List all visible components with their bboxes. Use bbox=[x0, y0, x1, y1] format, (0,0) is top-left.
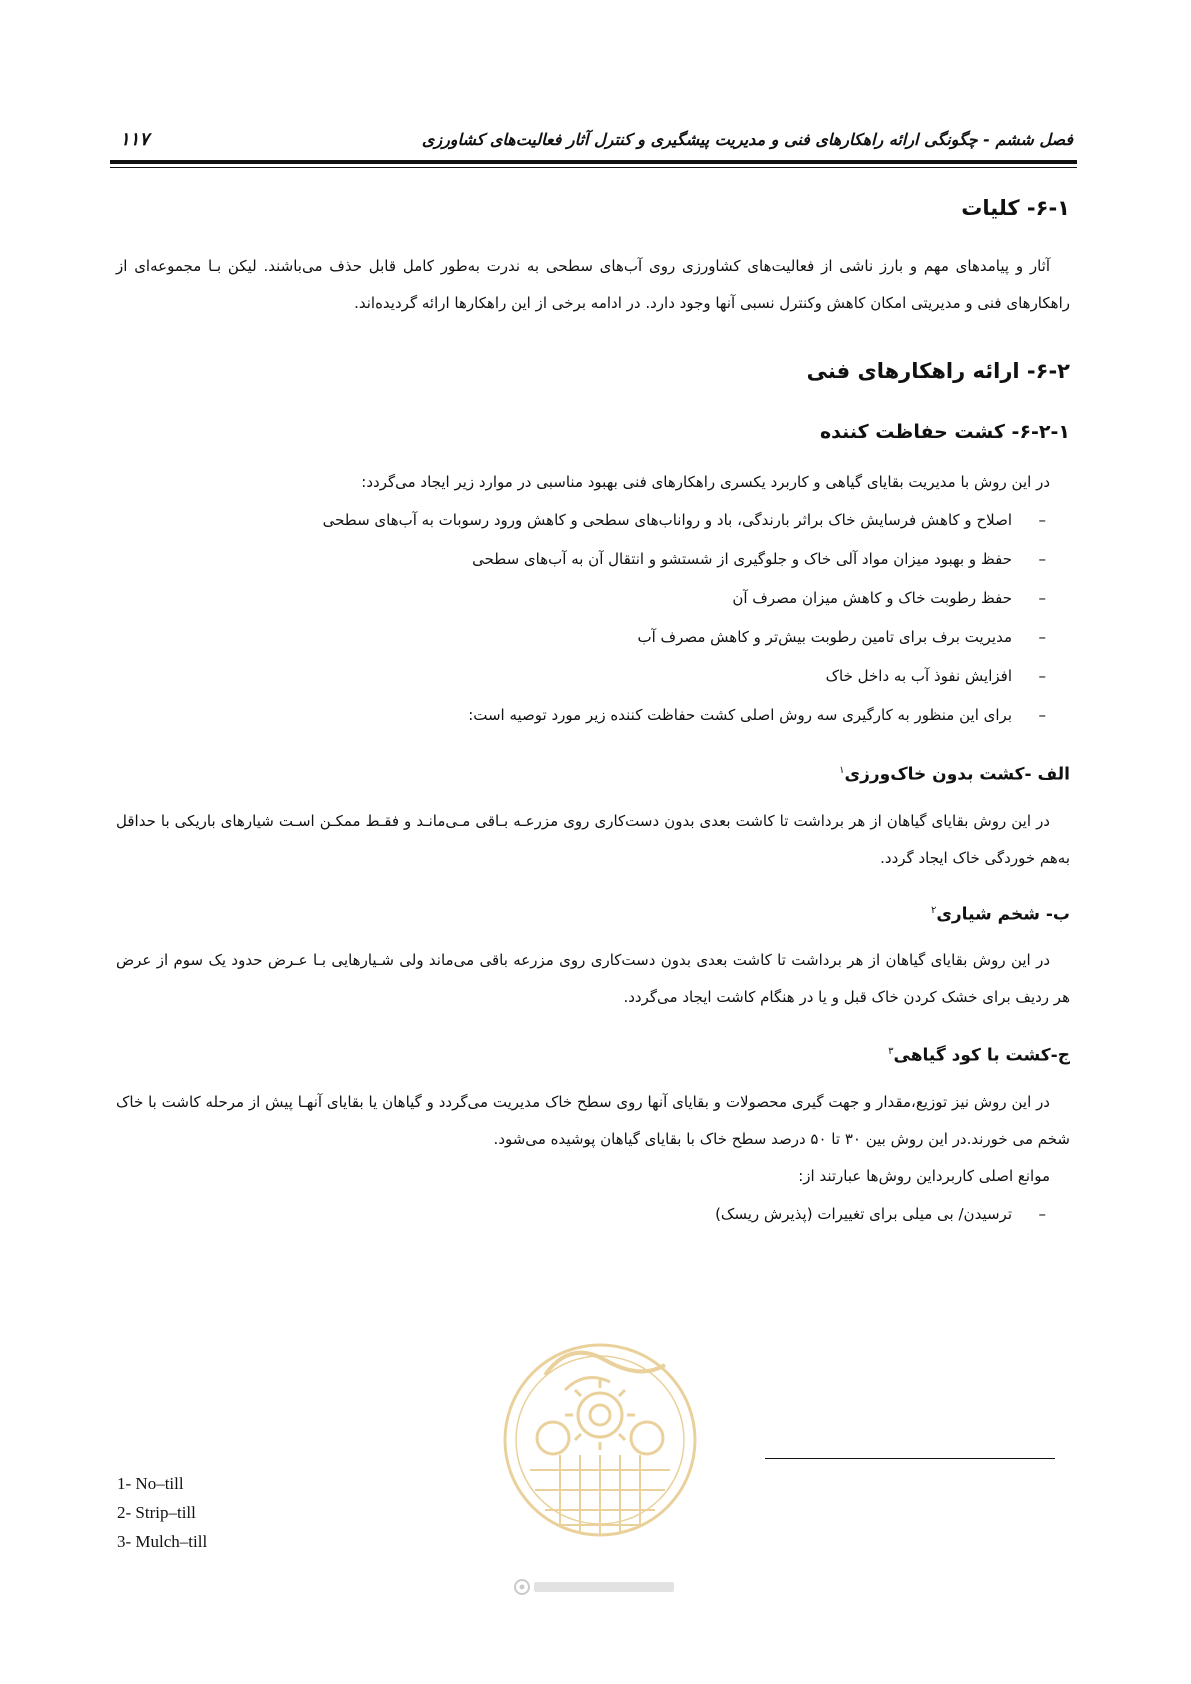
obstacles-intro: موانع اصلی کاربرداین روش‌ها عبارتند از: bbox=[798, 1166, 1050, 1185]
footnote-1: 1- No–till bbox=[117, 1474, 184, 1493]
footnote-2: 2- Strip–till bbox=[117, 1503, 196, 1522]
list-item: – حفظ و بهبود میزان مواد آلی خاک و جلوگیری از شستشو و انتقال آن به آب‌های سطحی bbox=[116, 540, 1046, 579]
section-heading-6-1: ۶-۱- کلیات bbox=[961, 196, 1070, 220]
running-header-title: فصل ششم - چگونگی ارائه راهکارهای فنی و مدیریت پیشگیری و کنترل آثار فعالیت‌های کشاورزی bbox=[421, 130, 1073, 149]
footnote-ref-2: ۲ bbox=[930, 904, 937, 916]
section-heading-6-2-1: ۶-۲-۱- کشت حفاظت کننده bbox=[819, 421, 1070, 443]
section-heading-6-2: ۶-۲- ارائه راهکارهای فنی bbox=[806, 359, 1070, 383]
footnote-separator bbox=[765, 1458, 1055, 1459]
be-paragraph: در این روش بقایای گیاهان از هر برداشت تا کاشت بعدی بدون دست‌کاری روی مزرعه باقی می‌ماند ولی شـیارهایی بـا عـرض حدود یک سوم از عرض هر ردیف برای خشک کردن خاک قبل و یا در هنگام کاشت ایجاد می‌گردد. bbox=[116, 951, 1070, 1007]
list-item: – اصلاح و کاهش فرسایش خاک براثر بارندگی، باد و رواناب‌های سطحی و کاهش ورود رسوبات به آب‌های سطحی bbox=[116, 501, 1046, 540]
subheading-be-text: ب- شخم شیاری bbox=[936, 904, 1070, 925]
subheading-be bbox=[116, 897, 1070, 929]
header-rule-thin bbox=[110, 167, 1077, 168]
page-number: ۱۱۷ bbox=[120, 129, 150, 150]
section-6-2-1-intro: در این روش با مدیریت بقایای گیاهی و کاربرد یکسری راهکارهای فنی بهبود مناسبی در موارد زیر ایجاد می‌گردد: bbox=[361, 473, 1050, 491]
alef-paragraph: در این روش بقایای گیاهان از هر برداشت تا کاشت بعدی بدون دست‌کاری روی مزرعـه بـاقی مـی‌مانـد و فقـط ممکـن اسـت شیارهای باریکی با حداقل به‌هم خوردگی خاک ایجاد گردد. bbox=[116, 811, 1070, 867]
main-content bbox=[116, 190, 1070, 1234]
list-item: – حفظ رطوبت خاک و کاهش میزان مصرف آن bbox=[116, 579, 1046, 618]
subheading-alef-text: الف -کشت بدون خاک‌ورزی bbox=[844, 764, 1070, 785]
obstacles-list bbox=[116, 1195, 1070, 1234]
watermark-seal-logo bbox=[490, 1320, 710, 1610]
footnote-3: 3- Mulch–till bbox=[117, 1532, 208, 1551]
footnote-ref-3: ۳ bbox=[888, 1046, 894, 1058]
subheading-jim bbox=[116, 1038, 1070, 1070]
benefits-list bbox=[116, 501, 1070, 735]
footnotes bbox=[117, 1469, 207, 1556]
subheading-jim-text: ج-کشت با کود گیاهی bbox=[893, 1045, 1070, 1066]
section-6-1-paragraph: آثار و پیامدهای مهم و بارز ناشی از فعالیت‌های کشاورزی روی آب‌های سطحی به ندرت به‌طور کامل قابل حذف می‌باشند. لیکن بـا مجموعه‌ای از راهکارهای فنی و مدیریتی امکان کاهش وکنترل نسبی آنها وجود دارد. در ادامه برخی از این راهکارها ارائه گردیده‌اند. bbox=[116, 257, 1070, 312]
list-item: – افزایش نفوذ آب به داخل خاک bbox=[116, 657, 1046, 696]
list-item: – ترسیدن/ بی میلی برای تغییرات (پذیرش ریسک) bbox=[116, 1195, 1046, 1234]
header-rule-thick bbox=[110, 160, 1077, 164]
footnote-ref-1: ۱ bbox=[839, 765, 845, 776]
jim-paragraph: در این روش نیز توزیع،مقدار و جهت گیری محصولات و بقایای آنها روی سطح خاک مدیریت می‌گردد و گیاهان یا بقایای آنهـا پیش از مرحله کاشت با خاک شخم می خورند.در این روش بین ۳۰ تا ۵۰ درصد سطح خاک با بقایای گیاهان پوشیده می‌شود. bbox=[116, 1092, 1070, 1148]
list-item: – برای این منظور به کارگیری سه روش اصلی کشت حفاظت کننده زیر مورد توصیه است: bbox=[116, 696, 1046, 735]
subheading-alef bbox=[116, 757, 1070, 789]
list-item: – مدیریت برف برای تامین رطوبت بیش‌تر و کاهش مصرف آب bbox=[116, 618, 1046, 657]
